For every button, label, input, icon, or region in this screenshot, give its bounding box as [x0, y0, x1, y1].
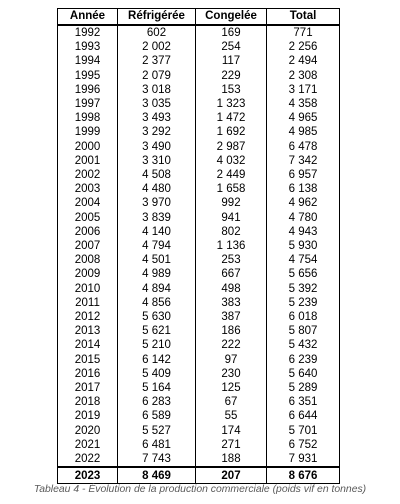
cell-refrigeree: 3 839	[118, 211, 196, 225]
table-row	[58, 452, 340, 467]
cell-year: 2012	[58, 310, 118, 324]
cell-year: 2022	[58, 452, 118, 467]
cell-refrigeree: 5 164	[118, 381, 196, 395]
header-refrigeree: Réfrigérée	[118, 9, 196, 26]
cell-total: 6 018	[267, 310, 340, 324]
cell-congelee: 1 136	[196, 239, 267, 253]
cell-year: 2006	[58, 225, 118, 239]
table-row	[58, 310, 340, 324]
cell-congelee: 271	[196, 438, 267, 452]
cell-refrigeree: 5 409	[118, 367, 196, 381]
cell-congelee: 188	[196, 452, 267, 467]
table-row	[58, 83, 340, 97]
cell-total: 5 239	[267, 296, 340, 310]
cell-total: 4 358	[267, 97, 340, 111]
cell-total: 5 392	[267, 282, 340, 296]
cell-refrigeree: 6 142	[118, 353, 196, 367]
cell-total: 4 780	[267, 211, 340, 225]
table-row	[58, 140, 340, 154]
table-row	[58, 253, 340, 267]
cell-year: 2008	[58, 253, 118, 267]
cell-refrigeree: 7 743	[118, 452, 196, 467]
cell-refrigeree: 5 210	[118, 338, 196, 352]
cell-year: 2003	[58, 182, 118, 196]
table-final-row-group	[58, 467, 340, 484]
cell-year: 2018	[58, 395, 118, 409]
cell-total: 2 308	[267, 69, 340, 83]
cell-refrigeree: 3 493	[118, 111, 196, 125]
cell-congelee: 117	[196, 54, 267, 68]
table-row	[58, 125, 340, 139]
table-row	[58, 154, 340, 168]
cell-congelee: 1 323	[196, 97, 267, 111]
cell-refrigeree: 4 508	[118, 168, 196, 182]
table-row	[58, 40, 340, 54]
cell-year: 2001	[58, 154, 118, 168]
cell-total: 6 957	[267, 168, 340, 182]
final-refrigeree: 8 469	[118, 467, 196, 484]
cell-total: 5 640	[267, 367, 340, 381]
table-row	[58, 381, 340, 395]
cell-refrigeree: 2 079	[118, 69, 196, 83]
cell-year: 1997	[58, 97, 118, 111]
cell-total: 7 931	[267, 452, 340, 467]
cell-congelee: 383	[196, 296, 267, 310]
cell-refrigeree: 6 283	[118, 395, 196, 409]
cell-refrigeree: 602	[118, 25, 196, 40]
cell-congelee: 67	[196, 395, 267, 409]
table-row	[58, 367, 340, 381]
cell-congelee: 4 032	[196, 154, 267, 168]
cell-year: 2010	[58, 282, 118, 296]
cell-congelee: 230	[196, 367, 267, 381]
cell-year: 1993	[58, 40, 118, 54]
cell-refrigeree: 3 018	[118, 83, 196, 97]
cell-year: 2005	[58, 211, 118, 225]
cell-congelee: 222	[196, 338, 267, 352]
table-row	[58, 338, 340, 352]
final-year: 2023	[58, 467, 118, 484]
cell-congelee: 186	[196, 324, 267, 338]
cell-total: 5 656	[267, 267, 340, 281]
cell-year: 2011	[58, 296, 118, 310]
final-row	[58, 467, 340, 484]
cell-congelee: 97	[196, 353, 267, 367]
table-row	[58, 168, 340, 182]
table-row	[58, 25, 340, 40]
final-total: 8 676	[267, 467, 340, 484]
cell-congelee: 2 449	[196, 168, 267, 182]
cell-year: 1992	[58, 25, 118, 40]
table-row	[58, 409, 340, 423]
cell-refrigeree: 3 310	[118, 154, 196, 168]
cell-total: 6 478	[267, 140, 340, 154]
cell-refrigeree: 4 480	[118, 182, 196, 196]
cell-year: 1994	[58, 54, 118, 68]
cell-congelee: 498	[196, 282, 267, 296]
cell-total: 5 930	[267, 239, 340, 253]
cell-total: 6 351	[267, 395, 340, 409]
cell-total: 5 701	[267, 424, 340, 438]
cell-congelee: 992	[196, 196, 267, 210]
cell-year: 2004	[58, 196, 118, 210]
cell-total: 771	[267, 25, 340, 40]
cell-refrigeree: 3 970	[118, 196, 196, 210]
cell-refrigeree: 3 035	[118, 97, 196, 111]
cell-total: 4 965	[267, 111, 340, 125]
cell-congelee: 2 987	[196, 140, 267, 154]
cell-refrigeree: 5 527	[118, 424, 196, 438]
cell-year: 1999	[58, 125, 118, 139]
cell-total: 5 432	[267, 338, 340, 352]
cell-congelee: 1 658	[196, 182, 267, 196]
cell-refrigeree: 4 501	[118, 253, 196, 267]
cell-congelee: 153	[196, 83, 267, 97]
header-year: Année	[58, 9, 118, 26]
cell-refrigeree: 2 377	[118, 54, 196, 68]
header-congelee: Congelée	[196, 9, 267, 26]
cell-total: 4 943	[267, 225, 340, 239]
header-row	[58, 9, 340, 26]
cell-year: 2002	[58, 168, 118, 182]
cell-year: 1998	[58, 111, 118, 125]
table-header	[58, 9, 340, 26]
cell-year: 2015	[58, 353, 118, 367]
table-row	[58, 225, 340, 239]
cell-congelee: 253	[196, 253, 267, 267]
cell-refrigeree: 5 630	[118, 310, 196, 324]
cell-year: 2016	[58, 367, 118, 381]
table-row	[58, 111, 340, 125]
cell-refrigeree: 3 292	[118, 125, 196, 139]
cell-total: 4 754	[267, 253, 340, 267]
table-row	[58, 211, 340, 225]
cell-congelee: 1 472	[196, 111, 267, 125]
cell-congelee: 169	[196, 25, 267, 40]
cell-year: 2020	[58, 424, 118, 438]
cell-congelee: 174	[196, 424, 267, 438]
cell-congelee: 55	[196, 409, 267, 423]
table-row	[58, 182, 340, 196]
cell-congelee: 229	[196, 69, 267, 83]
cell-congelee: 941	[196, 211, 267, 225]
cell-year: 2007	[58, 239, 118, 253]
cell-total: 6 644	[267, 409, 340, 423]
cell-total: 7 342	[267, 154, 340, 168]
table-row	[58, 424, 340, 438]
table-body	[58, 25, 340, 467]
cell-total: 2 494	[267, 54, 340, 68]
cell-year: 1995	[58, 69, 118, 83]
cell-total: 3 171	[267, 83, 340, 97]
table-caption: Tableau 4 - Évolution de la production commerciale (poids vif en tonnes)	[33, 484, 367, 495]
cell-total: 6 752	[267, 438, 340, 452]
table-row	[58, 296, 340, 310]
cell-congelee: 387	[196, 310, 267, 324]
cell-refrigeree: 6 589	[118, 409, 196, 423]
table-row	[58, 353, 340, 367]
final-congelee: 207	[196, 467, 267, 484]
cell-year: 1996	[58, 83, 118, 97]
cell-year: 2000	[58, 140, 118, 154]
cell-year: 2017	[58, 381, 118, 395]
cell-total: 4 985	[267, 125, 340, 139]
header-total: Total	[267, 9, 340, 26]
cell-congelee: 254	[196, 40, 267, 54]
cell-congelee: 1 692	[196, 125, 267, 139]
cell-total: 4 962	[267, 196, 340, 210]
cell-year: 2014	[58, 338, 118, 352]
table-row	[58, 324, 340, 338]
cell-refrigeree: 4 989	[118, 267, 196, 281]
table-row	[58, 97, 340, 111]
production-table	[57, 8, 340, 484]
cell-total: 5 807	[267, 324, 340, 338]
cell-congelee: 802	[196, 225, 267, 239]
cell-year: 2013	[58, 324, 118, 338]
table-row	[58, 267, 340, 281]
cell-total: 2 256	[267, 40, 340, 54]
cell-refrigeree: 5 621	[118, 324, 196, 338]
table-row	[58, 54, 340, 68]
cell-refrigeree: 4 140	[118, 225, 196, 239]
table-row	[58, 196, 340, 210]
cell-refrigeree: 2 002	[118, 40, 196, 54]
cell-year: 2019	[58, 409, 118, 423]
table-row	[58, 395, 340, 409]
cell-refrigeree: 6 481	[118, 438, 196, 452]
cell-total: 5 289	[267, 381, 340, 395]
cell-refrigeree: 4 856	[118, 296, 196, 310]
cell-total: 6 239	[267, 353, 340, 367]
table-row	[58, 282, 340, 296]
table-row	[58, 239, 340, 253]
cell-refrigeree: 4 794	[118, 239, 196, 253]
table-row	[58, 69, 340, 83]
cell-refrigeree: 3 490	[118, 140, 196, 154]
table-row	[58, 438, 340, 452]
cell-total: 6 138	[267, 182, 340, 196]
cell-year: 2009	[58, 267, 118, 281]
cell-year: 2021	[58, 438, 118, 452]
cell-congelee: 667	[196, 267, 267, 281]
cell-congelee: 125	[196, 381, 267, 395]
cell-refrigeree: 4 894	[118, 282, 196, 296]
